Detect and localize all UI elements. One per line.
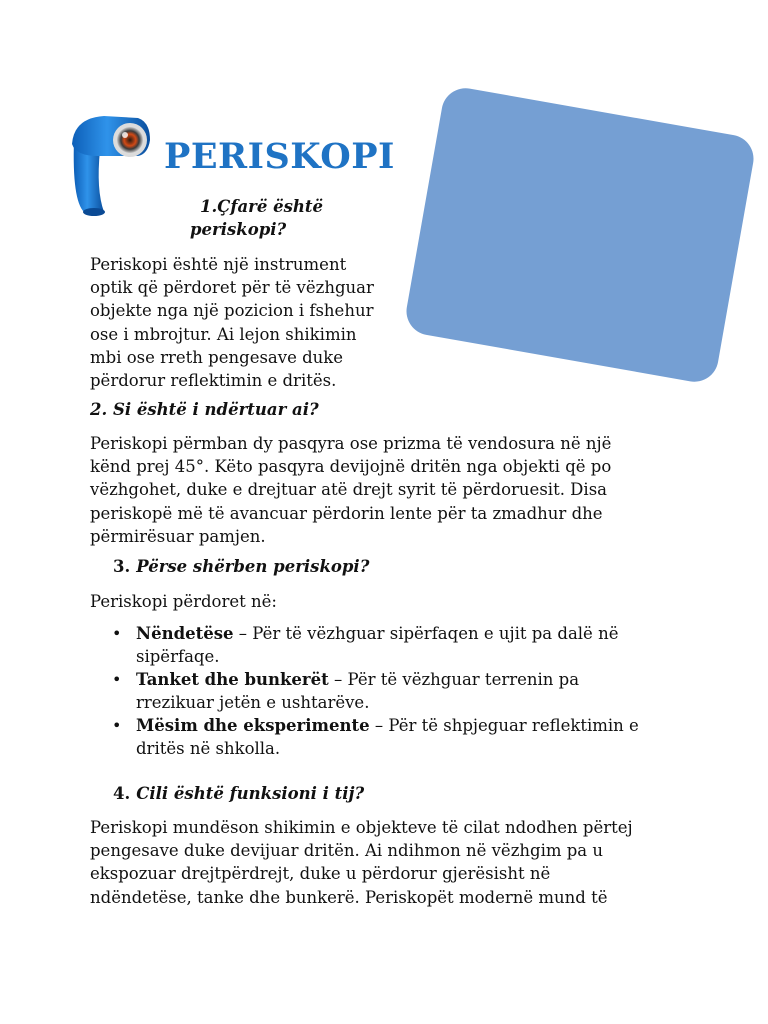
- uses-list: [110, 622, 639, 760]
- question-1-heading: [190, 195, 323, 241]
- page-title: PERISKOPI: [164, 136, 395, 177]
- heading-3-text: Përse shërben periskopi?: [136, 557, 370, 576]
- heading-2: 2. Si është i ndërtuar ai?: [90, 400, 319, 419]
- heading-4-text: Cili është funksioni i tij?: [136, 784, 365, 803]
- heading-4: [113, 784, 364, 803]
- question-1-line-1: 1.Çfarë është: [200, 197, 323, 216]
- heading-4-number: 4.: [113, 784, 131, 803]
- heading-3-number: 3.: [113, 557, 131, 576]
- list-item: • Nëndetëse – Për të vëzhguar sipërfaqen e ujit pa dalë në sipërfaqe.: [112, 624, 619, 666]
- list-item: • Tanket dhe bunkerët – Për të vëzhguar terrenin pa rrezikuar jetën e ushtarëve.: [112, 670, 580, 712]
- image-placeholder: [403, 84, 758, 385]
- list-item: • Mësim dhe eksperimente – Për të shpjeguar reflektimin e dritës në shkolla.: [112, 716, 639, 758]
- heading-3: [113, 557, 369, 576]
- paragraph-1: Periskopi është një instrument optik që përdoret për të vëzhguar objekte nga një pozicion i fshehur ose i mbrojtur. Ai lejon shikimin mbi ose rreth pengesave duke përdorur reflektimin e dritës.: [90, 255, 374, 391]
- paragraph-4: Periskopi mundëson shikimin e objekteve të cilat ndodhen përtej pengesave duke devijuar dritën. Ai ndihmon në vëzhgim pa u ekspozuar drejtpërdrejt, duke u përdorur gjerësisht në ndëndetëse, tanke dhe bunkerë. Periskopët modernë mund të: [90, 818, 633, 907]
- question-1-line-2: periskopi?: [190, 220, 287, 239]
- paragraph-2: Periskopi përmban dy pasqyra ose prizma të vendosura në një kënd prej 45°. Këto pasqyra devijojnë dritën nga objekti që po vëzhgohet, duke e drejtuar atë drejt syrit të përdoruesit. Disa periskopë më të avancuar përdorin lente për ta zmadhur dhe përmirësuar pamjen.: [90, 434, 612, 546]
- paragraph-3: Periskopi përdoret në:: [90, 592, 277, 611]
- periscope-icon: [64, 110, 160, 220]
